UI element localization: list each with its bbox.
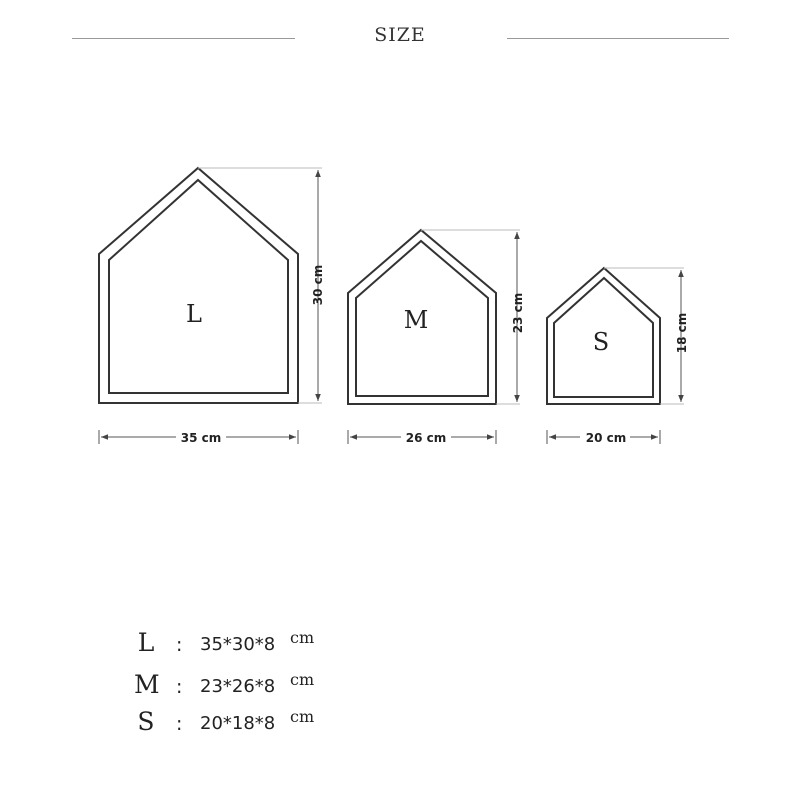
spec-colon: : (176, 713, 183, 735)
house-large (99, 168, 325, 445)
spec-unit: cm (290, 707, 315, 726)
spec-unit: cm (290, 670, 315, 689)
spec-value: 23*26*8 (200, 676, 276, 697)
spec-value: 20*18*8 (200, 713, 276, 734)
spec-letter: L (137, 628, 155, 657)
house-medium-height-label: 23 cm (511, 292, 525, 334)
house-large-inner (109, 180, 288, 393)
spec-unit: cm (290, 628, 315, 647)
house-small (547, 268, 689, 445)
spec-colon: : (176, 676, 183, 698)
house-large-letter: L (186, 300, 202, 328)
house-large-width-label: 35 cm (180, 431, 222, 445)
spec-letter: M (134, 670, 160, 699)
house-small-width-label: 20 cm (585, 431, 627, 445)
spec-letter: S (137, 707, 155, 736)
page-title: SIZE (374, 24, 426, 46)
house-medium (348, 230, 525, 445)
house-large-height-label: 30 cm (311, 264, 325, 306)
house-large-outer (99, 168, 298, 403)
spec-colon: : (176, 634, 183, 656)
house-medium-width-label: 26 cm (405, 431, 447, 445)
spec-value: 35*30*8 (200, 634, 276, 655)
house-small-height-label: 18 cm (675, 312, 689, 354)
house-small-letter: S (592, 328, 610, 356)
house-medium-letter: M (403, 306, 429, 334)
